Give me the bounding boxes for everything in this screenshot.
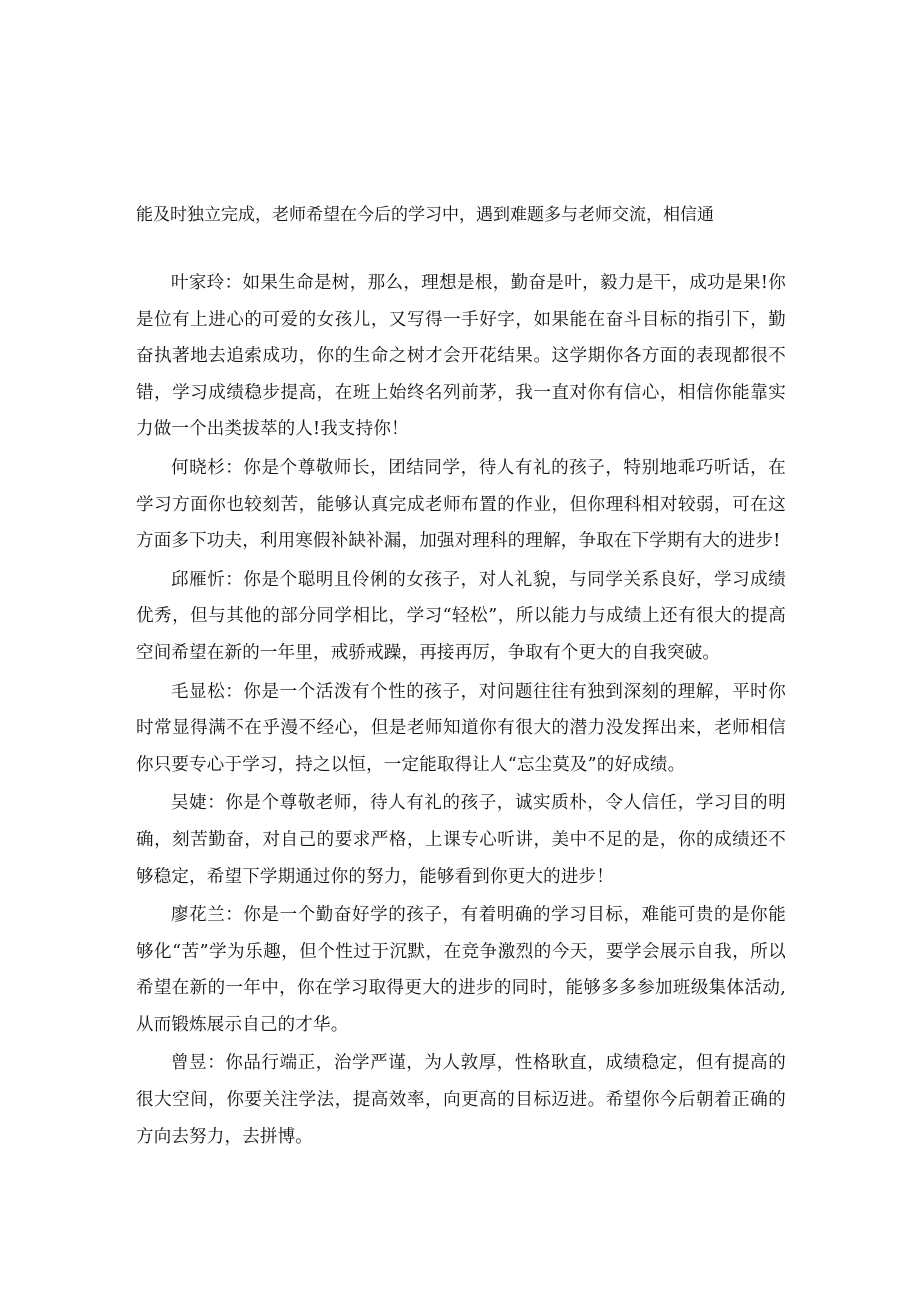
continuation-line: 能及时独立完成，老师希望在今后的学习中，遇到难题多与老师交流，相信通 [136, 205, 714, 225]
comment-paragraph: 吴婕：你是个尊敬老师，待人有礼的孩子，诚实质朴，令人信任，学习目的明确，刻苦勤奋，对自己的要求严格，上课专心听讲，美中不足的是，你的成绩还不够稳定，希望下学期通过你的努力，能够看到你更大的进步！ [136, 793, 786, 887]
comment-paragraph: 邱雁忻：你是个聪明且伶俐的女孩子，对人礼貌，与同学关系良好，学习成绩优秀，但与其他的部分同学相比，学习“轻松”，所以能力与成绩上还有很大的提高空间希望在新的一年里，戒骄戒躁，再接再厉，争取有个更大的自我突破。 [136, 569, 786, 663]
comment-paragraph: 毛显松：你是一个活泼有个性的孩子，对问题往往有独到深刻的理解，平时你时常显得满不在乎漫不经心，但是老师知道你有很大的潜力没发挥出来，老师相信你只要专心于学习，持之以恒，一定能取得让人“忘尘莫及”的好成绩。 [136, 681, 786, 775]
comment-list [136, 265, 786, 1157]
comment-paragraph: 廖花兰：你是一个勤奋好学的孩子，有着明确的学习目标，难能可贵的是你能够化“苦”学为乐趣，但个性过于沉默，在竞争激烈的今天，要学会展示自我，所以希望在新的一年中，你在学习取得更大的进步的同时，能够多多参加班级集体活动,从而锻炼展示自己的才华。 [136, 905, 786, 1035]
comment-paragraph: 曾昱：你品行端正，治学严谨，为人敦厚，性格耿直，成绩稳定，但有提高的很大空间，你要关注学法，提高效率，向更高的目标迈进。希望你今后朝着正确的方向去努力，去拼博。 [136, 1053, 786, 1147]
comment-paragraph: 何晓杉：你是个尊敬师长，团结同学，待人有礼的孩子，特别地乖巧听话，在学习方面你也较刻苦，能够认真完成老师布置的作业，但你理科相对较弱，可在这方面多下功夫，利用寒假补缺补漏，加强对理科的理解，争取在下学期有大的进步! [136, 457, 786, 552]
comment-paragraph: 叶家玲：如果生命是树，那么，理想是根，勤奋是叶，毅力是干，成功是果!你是位有上进心的可爱的女孩儿，又写得一手好字，如果能在奋斗目标的指引下，勤奋执著地去追索成功，你的生命之树才会开花结果。这学期你各方面的表现都很不错，学习成绩稳步提高，在班上始终名列前茅，我一直对你有信心，相信你能靠实力做一个出类拔萃的人!我支持你！ [136, 273, 786, 440]
